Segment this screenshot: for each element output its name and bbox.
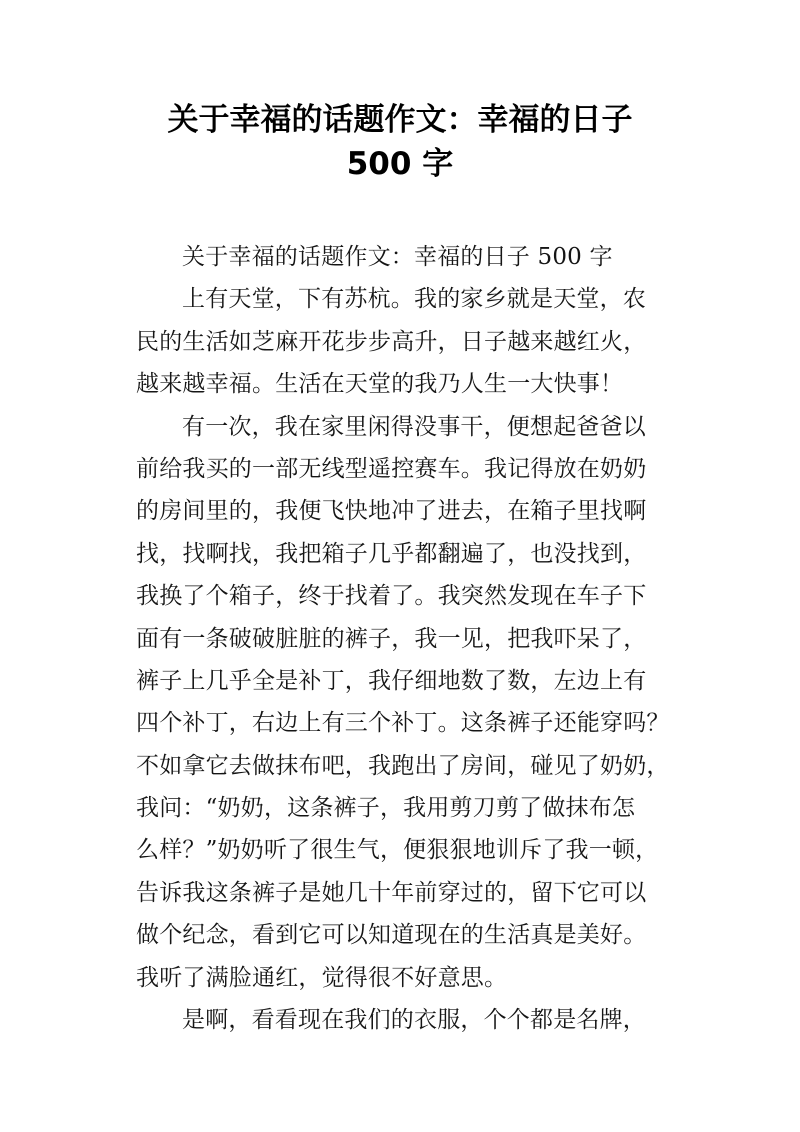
title-line-1: 关于幸福的话题作文：幸福的日子 [167, 102, 633, 138]
paragraph-2-line-3: 的房间里的，我便飞快地冲了进去，在箱子里找啊 [136, 498, 647, 525]
paragraph-2-line-9: 不如拿它去做抹布吧，我跑出了房间，碰见了奶奶， [136, 752, 670, 779]
paragraph-2-line-6: 面有一条破破脏脏的裤子，我一见，把我吓呆了， [136, 625, 647, 652]
paragraph-2-line-14: 我听了满脸通红，觉得很不好意思。 [136, 964, 508, 991]
paragraph-2-line-11: 么样？”奶奶听了很生气，便狠狠地训斥了我一顿， [136, 837, 659, 864]
paragraph-2-line-4: 找，找啊找，我把箱子几乎都翻遍了，也没找到， [136, 540, 647, 567]
paragraph-2-line-12: 告诉我这条裤子是她几十年前穿过的，留下它可以 [136, 879, 647, 906]
paragraph-1-line-1: 上有天堂，下有苏杭。我的家乡就是天堂，农 [182, 286, 646, 313]
paragraph-3-line-1: 是啊，看看现在我们的衣服，个个都是名牌， [182, 1007, 646, 1034]
paragraph-1-line-3: 越来越幸福。生活在天堂的我乃人生一大快事！ [136, 371, 624, 398]
paragraph-1-line-2: 民的生活如芝麻开花步步高升，日子越来越红火， [136, 328, 647, 355]
paragraph-2-line-8: 四个补丁，右边上有三个补丁。这条裤子还能穿吗？ [136, 710, 670, 737]
paragraph-2-line-7: 裤子上几乎全是补丁，我仔细地数了数，左边上有 [136, 667, 647, 694]
paragraph-2-line-2: 前给我买的一部无线型遥控赛车。我记得放在奶奶 [136, 455, 647, 482]
document-body [136, 236, 676, 1041]
paragraph-2-line-5: 我换了个箱子，终于找着了。我突然发现在车子下 [136, 583, 647, 610]
title-line-2: 500 字 [346, 146, 454, 182]
paragraph-2-line-1: 有一次，我在家里闲得没事干，便想起爸爸以 [182, 413, 646, 440]
document-title [0, 98, 800, 186]
paragraph-2-line-10: 我问：“奶奶，这条裤子，我用剪刀剪了做抹布怎 [136, 795, 636, 822]
paragraph-2-line-13: 做个纪念，看到它可以知道现在的生活真是美好。 [136, 922, 647, 949]
subtitle-line: 关于幸福的话题作文：幸福的日子 500 字 [182, 244, 613, 270]
